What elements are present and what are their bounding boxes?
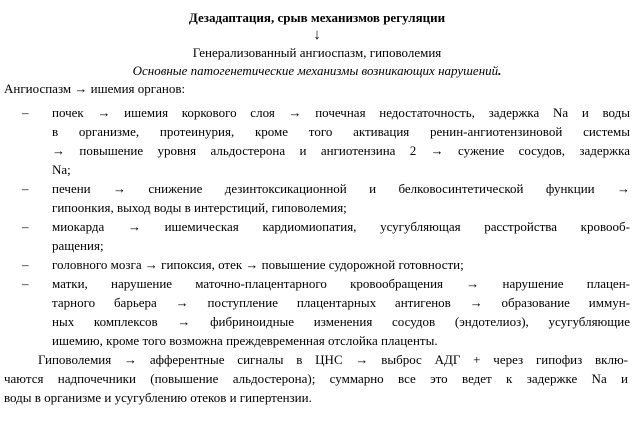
list-item-text <box>52 105 630 181</box>
list-item-line: ращения; <box>52 238 104 253</box>
list-item-line: Na; <box>52 162 71 177</box>
list-dash: – <box>22 181 29 196</box>
intro-line: Ангиоспазм → ишемия органов: <box>4 81 186 96</box>
paragraph-line: чаются надпочечники (повышение альдостерона); суммарно все это ведет к задержке Na и <box>4 371 628 386</box>
list-item-line: миокарда → ишемическая кардиомиопатия, усугубляющая расстройства кровооб- <box>52 219 630 234</box>
document-subtitle: Генерализованный ангиоспазм, гиповолемия <box>192 45 442 60</box>
list-item-line: тарного барьера → поступление плацентарных антигенов → образование иммун- <box>52 295 630 310</box>
list-item-line: → повышение уровня альдостерона и ангиотензина 2 → сужение сосудов, задержка <box>52 143 630 158</box>
list-item-line: ных комплексов → фибриноидные изменения сосудов (эндотелиоз), усугубляющие <box>52 314 630 329</box>
list-item-line: головного мозга → гипоксия, отек → повышение судорожной готовности; <box>52 257 464 272</box>
paragraph-line: Гиповолемия → афферентные сигналы в ЦНС → выброс АДГ + через гипофиз вклю- <box>38 352 628 367</box>
list-dash: – <box>22 219 29 234</box>
list-item-line: почек → ишемия коркового слоя → почечная недостаточность, задержка Na и воды <box>52 105 630 120</box>
list-item-text <box>52 276 630 352</box>
section-heading <box>0 63 634 79</box>
list-item-line: гипоонкия, выход воды в интерстиций, гиповолемия; <box>52 200 347 215</box>
paragraph-line: воды в организме и усугублению отеков и гипертензии. <box>4 390 312 405</box>
list-item-line: матки, нарушение маточно-плацентарного кровообращения → нарушение плацен- <box>52 276 630 291</box>
section-heading-period: . <box>498 63 502 78</box>
document-title: Дезадаптация, срыв механизмов регуляции <box>188 10 446 25</box>
list-item-text <box>52 219 630 257</box>
list-item-text <box>52 257 630 276</box>
down-arrow-icon: ↓ <box>313 27 321 43</box>
list-item-line: печени → снижение дезинтоксикационной и белковосинтетической функции → <box>52 181 630 196</box>
list-item-text <box>52 181 630 219</box>
closing-paragraph <box>4 352 628 409</box>
list-dash: – <box>22 257 29 272</box>
list-item-line: ишемию, кроме того возможна преждевременная отслойка плаценты. <box>52 333 438 348</box>
list-dash: – <box>22 276 29 291</box>
list-item-line: в организме, протеинурия, кроме того активация ренин-ангиотензиновой системы <box>52 124 630 139</box>
list-dash: – <box>22 105 29 120</box>
section-heading-text: Основные патогенетические механизмы возникающих нарушений <box>132 63 499 78</box>
